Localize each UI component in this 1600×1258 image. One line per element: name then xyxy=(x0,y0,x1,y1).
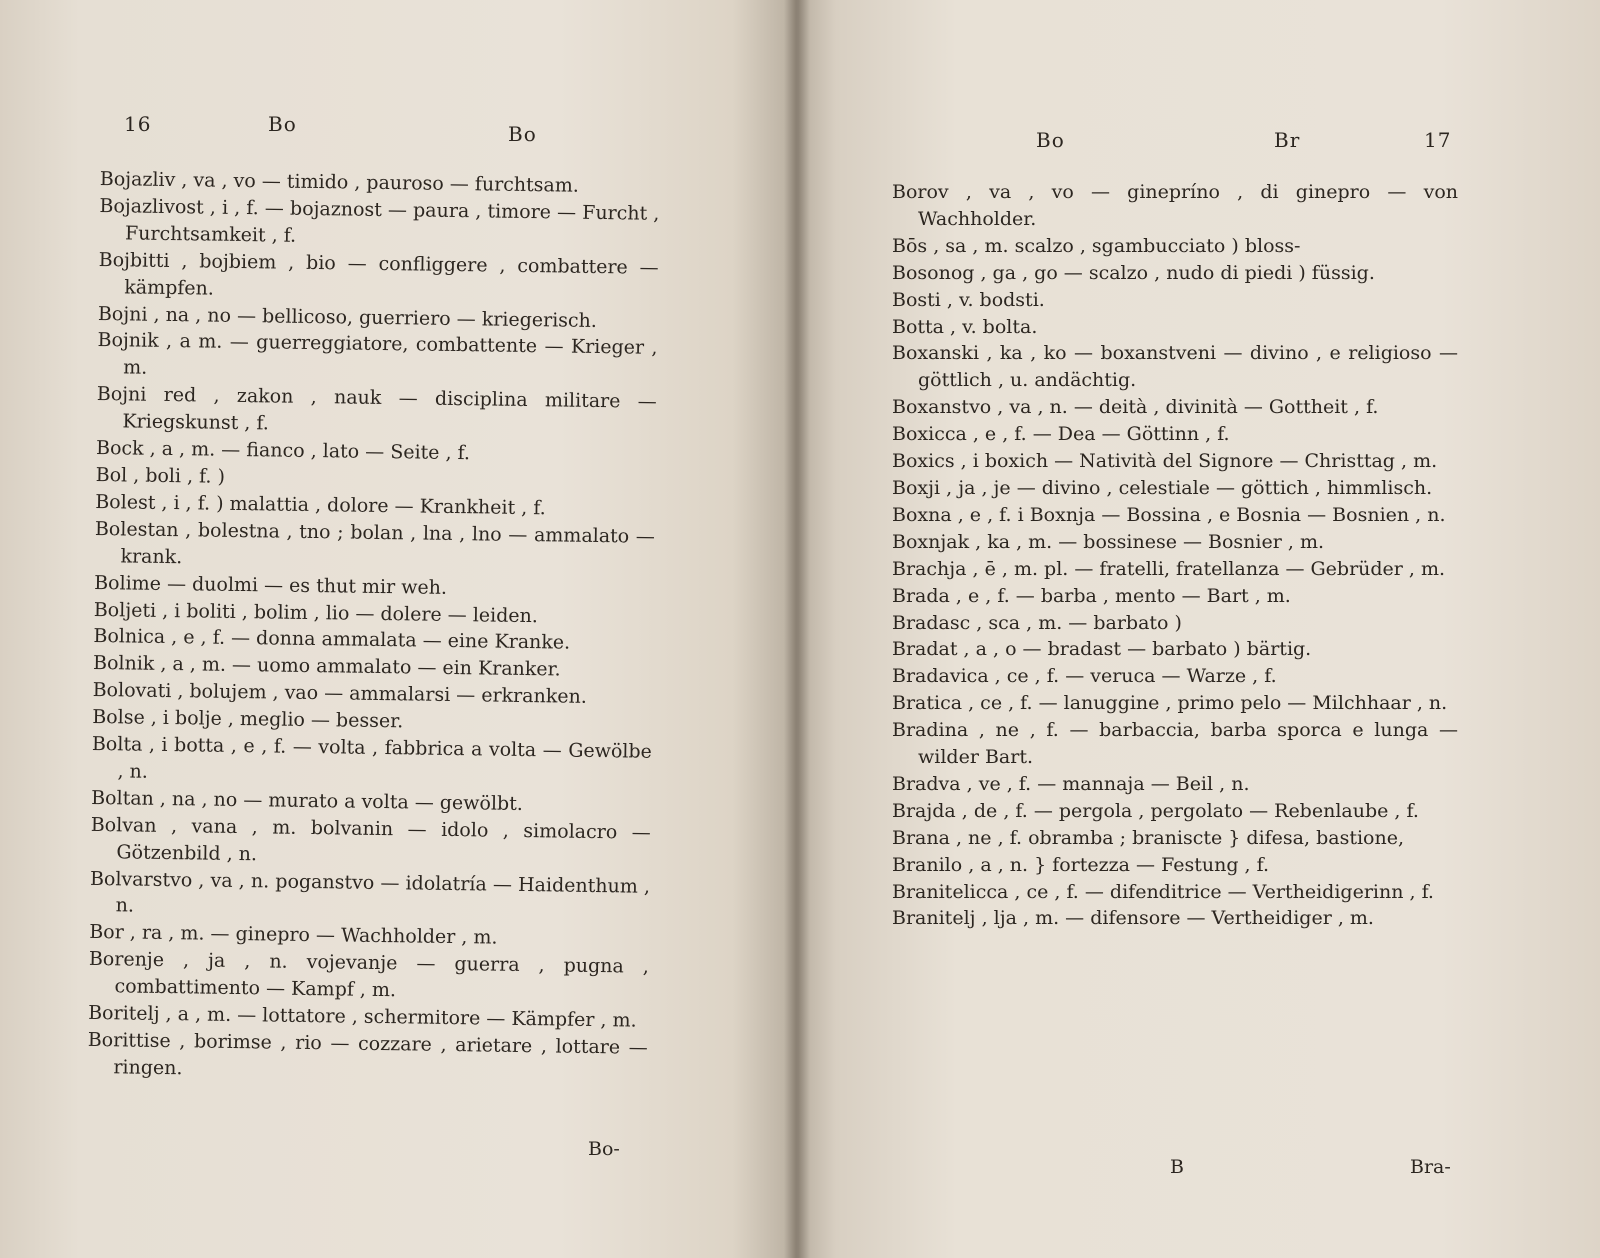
dictionary-entry: Bojni , na , no — bellicoso, guerriero — kriegerisch. xyxy=(97,302,598,332)
dictionary-entry: Bratica , ce , f. — lanuggine , primo pelo — Milchhaar , n. xyxy=(892,692,1448,715)
dictionary-entry: Boxanstvo , va , n. — deità , divinità — Gottheit , f. xyxy=(892,396,1379,419)
dictionary-entry: Bol , boli , f. ) xyxy=(95,463,226,488)
left-running-head-small: Bo xyxy=(268,112,297,136)
dictionary-entry: Borenje , ja , n. vojevanje — guerra , pugna , combattimento — Kampf , m. xyxy=(88,948,650,1002)
dictionary-entry: Brajda , de , f. — pergola , pergolato — Rebenlaube , f. xyxy=(892,799,1419,822)
dictionary-entry: Bradina , ne , f. — barbaccia, barba sporca e lunga — wilder Bart. xyxy=(892,719,1458,769)
dictionary-entry: Bosti , v. bodsti. xyxy=(892,288,1045,311)
dictionary-entry: Boltan , na , no — murato a volta — gewölbt. xyxy=(91,786,523,815)
dictionary-entry: Boxicca , e , f. — Dea — Göttinn , f. xyxy=(892,423,1230,446)
dictionary-entry: Bosonog , ga , go — scalzo , nudo di piedi ) füssig. xyxy=(892,261,1375,284)
dictionary-entry: Borittise , borimse , rio — cozzare , arietare , lottare — ringen. xyxy=(87,1028,648,1080)
dictionary-entry: Boxnjak , ka , m. — bossinese — Bosnier , m. xyxy=(892,530,1324,553)
left-catchword: Bo- xyxy=(588,1138,620,1160)
dictionary-entry: Boxna , e , f. i Boxnja — Bossina , e Bosnia — Bosnien , n. xyxy=(892,503,1446,526)
dictionary-entry: Bojazlivost , i , f. — bojaznost — paura , timore — Furcht , Furchtsamkeit , f. xyxy=(99,194,660,247)
dictionary-entry: Bolvan , vana , m. bolvanin — idolo , simolacro — Götzenbild , n. xyxy=(90,813,651,865)
dictionary-entry: Bojni red , zakon , nauk — disciplina militare — Kriegskunst , f. xyxy=(96,383,657,435)
dictionary-entry: Bolse , i bolje , meglio — besser. xyxy=(92,706,404,733)
right-running-head-left: Bo xyxy=(1036,128,1065,152)
dictionary-entry: Boxji , ja , je — divino , celestiale — göttich , himmlisch. xyxy=(892,476,1433,499)
left-entries xyxy=(87,166,660,1089)
dictionary-entry: Bolestan , bolestna , tno ; bolan , lna , lno — ammalato — krank. xyxy=(94,517,656,568)
dictionary-entry: Boxics , i boxich — Natività del Signore — Christtag , m. xyxy=(892,450,1438,473)
left-page xyxy=(0,0,796,1258)
dictionary-entry: Bolvarstvo , va , n. poganstvo — idolatría — Haidenthum , n. xyxy=(89,867,651,918)
dictionary-entry: Bock , a , m. — fianco , lato — Seite , f. xyxy=(95,437,471,465)
right-entries xyxy=(892,179,1458,932)
dictionary-entry: Bōs , sa , m. scalzo , sgambucciato ) bloss- xyxy=(892,234,1301,257)
right-catchword: Bra- xyxy=(1410,1156,1451,1178)
dictionary-entry: Boljeti , i boliti , bolim , lio — dolere — leiden. xyxy=(93,598,539,627)
dictionary-entry: Bradavica , ce , f. — veruca — Warze , f. xyxy=(892,665,1277,688)
signature-mark: B xyxy=(1170,1156,1184,1178)
dictionary-entry: Branitelicca , ce , f. — difenditrice — Vertheidigerinn , f. xyxy=(892,880,1434,903)
dictionary-entry: Borov , va , vo — ginepríno , di ginepro — von Wachholder. xyxy=(892,181,1458,230)
dictionary-entry: Bradasc , sca , m. — barbato ) xyxy=(892,611,1182,634)
dictionary-entry: Boxanski , ka , ko — boxanstveni — divino , e religioso — göttlich , u. andächtig. xyxy=(892,342,1458,392)
left-page-number: 16 xyxy=(124,112,152,136)
dictionary-entry: Brana , ne , f. obramba ; braniscte } difesa, bastione, xyxy=(892,826,1404,849)
dictionary-entry: Bolta , i botta , e , f. — volta , fabbrica a volta — Gewölbe , n. xyxy=(91,732,653,783)
dictionary-entry: Bojnik , a m. — guerreggiatore, combattente — Krieger , m. xyxy=(97,329,658,380)
dictionary-entry: Brachja , ē , m. pl. — fratelli, fratellanza — Gebrüder , m. xyxy=(892,557,1446,580)
dictionary-entry: Brada , e , f. — barba , mento — Bart , m. xyxy=(892,584,1291,607)
book-gutter xyxy=(784,0,810,1258)
dictionary-entry: Boritelj , a , m. — lottatore , schermitore — Kämpfer , m. xyxy=(88,1002,637,1032)
dictionary-entry: Bojazliv , va , vo — timido , pauroso — furchtsam. xyxy=(99,167,580,197)
dictionary-entry: Bolnik , a , m. — uomo ammalato — ein Kranker. xyxy=(92,652,561,681)
dictionary-entry: Bor , ra , m. — ginepro — Wachholder , m. xyxy=(89,921,498,949)
dictionary-entry: Branilo , a , n. } fortezza — Festung , f. xyxy=(892,853,1269,876)
left-running-head: Bo xyxy=(508,122,537,146)
dictionary-entry: Bradat , a , o — bradast — barbato ) bärtig. xyxy=(892,638,1312,661)
dictionary-entry: Branitelj , lja , m. — difensore — Vertheidiger , m. xyxy=(892,907,1374,930)
dictionary-entry: Bolest , i , f. ) malattia , dolore — Krankheit , f. xyxy=(95,490,546,520)
dictionary-entry: Bolime — duolmi — es thut mir weh. xyxy=(94,571,448,599)
dictionary-entry: Bojbitti , bojbiem , bio — confliggere , combattere — kämpfen. xyxy=(98,248,659,300)
dictionary-entry: Bradva , ve , f. — mannaja — Beil , n. xyxy=(892,772,1250,795)
right-running-head-center: Br xyxy=(1274,128,1301,152)
right-page-number: 17 xyxy=(1424,128,1452,152)
right-page xyxy=(796,0,1600,1258)
dictionary-entry: Bolovati , bolujem , vao — ammalarsi — erkranken. xyxy=(92,679,587,709)
dictionary-entry: Bolnica , e , f. — donna ammalata — eine Kranke. xyxy=(93,625,571,655)
dictionary-entry: Botta , v. bolta. xyxy=(892,315,1038,338)
